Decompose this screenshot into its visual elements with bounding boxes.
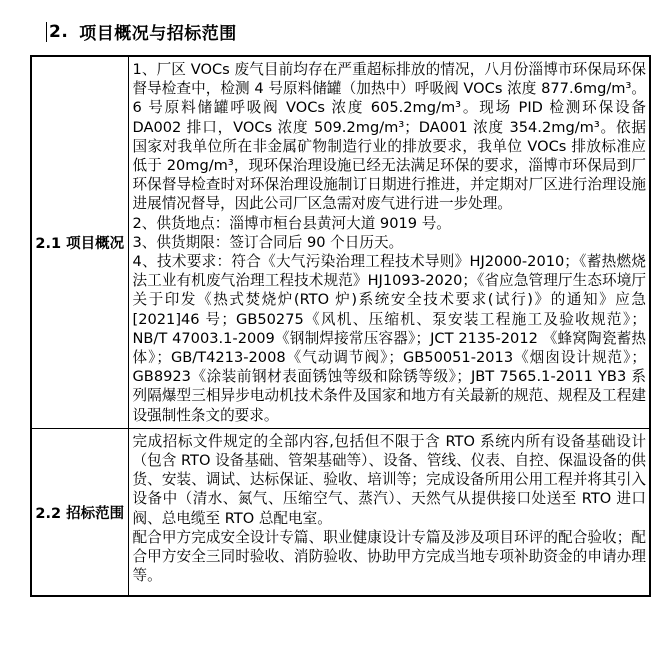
paragraph-vocs-status: 1、厂区 VOCs 废气目前均存在严重超标排放的情况，八月份淄博市环保局环保督导检查中，检测 4 号原料储罐（加热中）呼吸阀 VOCs 浓度 877.6mg/m³。6 号原料储罐呼吸阀 VOCs 浓度 605.2mg/m³。现场 PID 检测环保设备 DA002 排口，VOCs 浓度 509.2mg/m³；DA001 浓度 354.2mg/m³。依据国家对我单位所在非金属矿物制造行业的排放要求，我单位 VOCs 排放标准应低于 20mg/m³，现环保治理设施已经无法满足环保的要求，淄博市环保局到厂环保督导检查时对环保治理设施制订日期进行推进，并定期对厂区进行治理设施进展情况督导，因此公司厂区急需对废气进行进一步处理。 (132, 61, 646, 213)
paragraph-delivery-location: 2、供货地点：淄博市桓台县黄河大道 9019 号。 (132, 214, 451, 232)
table-row-bidding-scope (31, 428, 650, 596)
section-heading-number: 2. (49, 21, 69, 42)
paragraph-cooperation-items: 配合甲方完成安全设计专篇、职业健康设计专篇及涉及项目环评的配合验收；配合甲方安全三同时验收、消防验收、协助甲方完成当地专项补助资金的申请办理等。 (132, 528, 646, 585)
table-row-project-overview (31, 56, 650, 428)
paragraph-delivery-period: 3、供货期限：签订合同后 90 个日历天。 (132, 233, 404, 251)
row-label-project-overview: 2.1 项目概况 (31, 56, 128, 428)
paragraph-scope-of-supply: 完成招标文件规定的全部内容,包括但不限于含 RTO 系统内所有设备基础设计（包含 RTO 设备基础、管架基础等）、设备、管线、仪表、自控、保温设备的供货、安装、调试、达标保证、验收、培训等；完成设备所用公用工程并将其引入设备中（清水、氮气、压缩空气、蒸汽）、天然气从提供接口处送至 RTO 进口阀、总电缆至 RTO 总配电室。 (132, 432, 646, 527)
row-content-bidding-scope (128, 428, 650, 596)
paragraph-technical-requirements: 4、技术要求：符合《大气污染治理工程技术导则》HJ2000-2010；《蓄热燃烧法工业有机废气治理工程技术规范》HJ1093-2020；《省应急管理厅生态环境厅关于印发《热式焚烧炉(RTO 炉)系统安全技术要求(试行)》的通知》应急[2021]46 号；GB50275《风机、压缩机、泵安装工程施工及验收规范》；NB/T 47003.1-2009《钢制焊接常压容器》；JCT 2135-2012 《蜂窝陶瓷蓄热体》；GB/T4213-2008《气动调节阀》；GB50051-2013《烟囱设计规范》；GB8923《涂装前钢材表面锈蚀等级和除锈等级》；JBT 7565.1-2011 YB3 系列隔爆型三相异步电动机技术条件及国家和地方有关最新的规范、规程及工程建设强制性条文的要求。 (132, 253, 646, 424)
project-overview-table (30, 55, 651, 597)
row-content-project-overview (128, 56, 650, 428)
text-cursor (46, 22, 47, 42)
row-label-bidding-scope: 2.2 招标范围 (31, 428, 128, 596)
section-heading-title: 项目概况与招标范围 (79, 24, 237, 44)
section-heading (46, 19, 237, 44)
